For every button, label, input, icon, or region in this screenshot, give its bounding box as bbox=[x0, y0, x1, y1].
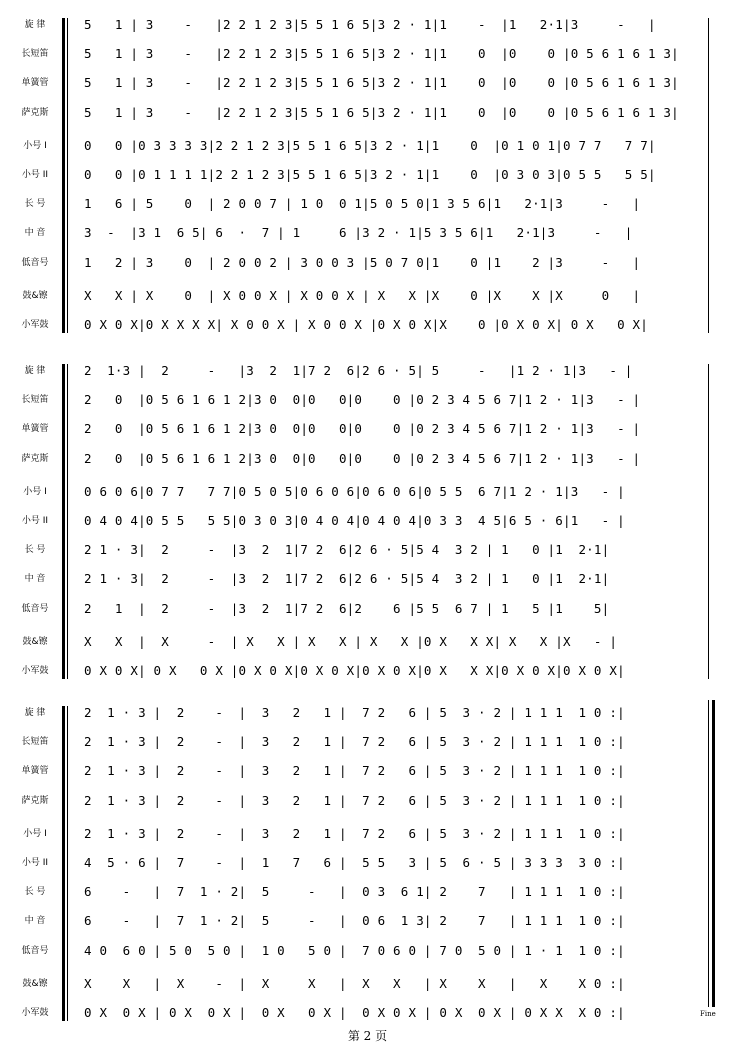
notation-line: 2 1 · 3| 2 - |3 2 1|7 2 6|2 6 · 5|5 4 3 2 | 1 0 |1 2·1| bbox=[84, 542, 610, 558]
notation-line: 0 X 0 X| 0 X 0 X |0 X 0 X|0 X 0 X|0 X 0 X|0 X X X|0 X 0 X|0 X 0 X| bbox=[84, 663, 625, 678]
score-system-2 bbox=[0, 364, 735, 685]
instrument-label: 小号 II bbox=[21, 516, 49, 526]
instrument-label: 长 号 bbox=[24, 887, 46, 898]
system-bracket bbox=[62, 364, 65, 679]
final-barline-thick bbox=[712, 700, 715, 1007]
instrument-label: 低音号 bbox=[21, 603, 49, 614]
instrument-label: 鼓&镲 bbox=[22, 978, 48, 989]
instrument-label: 长 号 bbox=[24, 545, 46, 556]
final-barline-thin bbox=[708, 700, 709, 1007]
instrument-label: 萨克斯 bbox=[21, 795, 49, 806]
instrument-label: 旋 律 bbox=[24, 366, 46, 376]
notation-line: 2 1 · 3 | 2 - | 3 2 1 | 7 2 6 | 5 3 · 2 | 1 1 1 1 0 :| bbox=[84, 705, 625, 720]
notation-line: X X | X 0 | X 0 0 X | X 0 0 X | X X |X 0 |X X |X 0 | bbox=[84, 287, 641, 303]
instrument-label: 小号 II bbox=[21, 170, 49, 180]
instrument-label: 长短笛 bbox=[21, 737, 49, 748]
instrument-label: 小军鼓 bbox=[21, 1008, 49, 1018]
instrument-label: 单簧管 bbox=[21, 766, 49, 777]
instrument-label: 中 音 bbox=[24, 916, 46, 927]
notation-line: 2 1 · 3| 2 - |3 2 1|7 2 6|2 6 · 5|5 4 3 2 | 1 0 |1 2·1| bbox=[84, 571, 610, 587]
instrument-label: 小号 I bbox=[23, 828, 47, 839]
instrument-label: 长短笛 bbox=[21, 49, 49, 60]
notation-line: 2 1·3 | 2 - |3 2 1|7 2 6|2 6 · 5| 5 - |1 2 · 1|3 - | bbox=[84, 363, 633, 378]
notation-line: 4 0 6 0 | 5 0 5 0 | 1 0 5 0 | 7 0 6 0 | 7 0 5 0 | 1 · 1 1 0 :| bbox=[84, 942, 625, 958]
instrument-label: 小号 I bbox=[23, 140, 47, 151]
notation-line: 0 0 |0 1 1 1 1|2 2 1 2 3|5 5 1 6 5|3 2 · 1|1 0 |0 3 0 3|0 5 5 5 5| bbox=[84, 167, 656, 182]
notation-line: 5 1 | 3 - |2 2 1 2 3|5 5 1 6 5|3 2 · 1|1 - |1 2·1|3 - | bbox=[84, 17, 656, 32]
system-barline bbox=[67, 364, 68, 679]
system-bracket bbox=[62, 706, 65, 1021]
notation-line: 2 1 · 3 | 2 - | 3 2 1 | 7 2 6 | 5 3 · 2 | 1 1 1 1 0 :| bbox=[84, 825, 625, 841]
notation-line: 5 1 | 3 - |2 2 1 2 3|5 5 1 6 5|3 2 · 1|1 0 |0 0 |0 5 6 1 6 1 3| bbox=[84, 75, 679, 91]
instrument-label: 长 号 bbox=[24, 199, 46, 210]
instrument-label: 小军鼓 bbox=[21, 666, 49, 676]
notation-line: 5 1 | 3 - |2 2 1 2 3|5 5 1 6 5|3 2 · 1|1 0 |0 0 |0 5 6 1 6 1 3| bbox=[84, 104, 679, 120]
fine-mark: Fine bbox=[700, 1010, 716, 1018]
instrument-label: 小号 I bbox=[23, 486, 47, 497]
score-system-1 bbox=[0, 18, 735, 339]
instrument-label: 萨克斯 bbox=[21, 107, 49, 118]
notation-line: 1 2 | 3 0 | 2 0 0 2 | 3 0 0 3 |5 0 7 0|1 0 |1 2 |3 - | bbox=[84, 254, 641, 270]
notation-line: 2 1 · 3 | 2 - | 3 2 1 | 7 2 6 | 5 3 · 2 | 1 1 1 1 0 :| bbox=[84, 763, 625, 779]
notation-line: 0 0 |0 3 3 3 3|2 2 1 2 3|5 5 1 6 5|3 2 · 1|1 0 |0 1 0 1|0 7 7 7 7| bbox=[84, 137, 656, 153]
system-bracket bbox=[62, 18, 65, 333]
system-barline bbox=[67, 18, 68, 333]
instrument-label: 中 音 bbox=[24, 228, 46, 239]
score-system-3 bbox=[0, 706, 735, 1027]
instrument-label: 低音号 bbox=[21, 945, 49, 956]
instrument-label: 小号 II bbox=[21, 858, 49, 868]
notation-line: 3 - |3 1 6 5| 6 · 7 | 1 6 |3 2 · 1|5 3 5 6|1 2·1|3 - | bbox=[84, 225, 633, 241]
notation-line: 2 0 |0 5 6 1 6 1 2|3 0 0|0 0|0 0 |0 2 3 4 5 6 7|1 2 · 1|3 - | bbox=[84, 421, 641, 437]
notation-line: 2 1 | 2 - |3 2 1|7 2 6|2 6 |5 5 6 7 | 1 5 |1 5| bbox=[84, 600, 610, 616]
notation-line: X X | X - | X X | X X | X X |0 X X X| X X |X - | bbox=[84, 633, 618, 649]
notation-line: 0 6 0 6|0 7 7 7 7|0 5 0 5|0 6 0 6|0 6 0 6|0 5 5 6 7|1 2 · 1|3 - | bbox=[84, 483, 625, 499]
system-barline bbox=[67, 706, 68, 1021]
notation-line: X X | X - | X X | X X | X X | X X 0 :| bbox=[84, 975, 625, 991]
instrument-label: 旋 律 bbox=[24, 20, 46, 30]
instrument-label: 单簧管 bbox=[21, 78, 49, 89]
instrument-label: 鼓&镲 bbox=[22, 636, 48, 647]
instrument-label: 小军鼓 bbox=[21, 320, 49, 330]
notation-line: 1 6 | 5 0 | 2 0 0 7 | 1 0 0 1|5 0 5 0|1 3 5 6|1 2·1|3 - | bbox=[84, 196, 641, 212]
instrument-label: 长短笛 bbox=[21, 395, 49, 406]
notation-line: 2 0 |0 5 6 1 6 1 2|3 0 0|0 0|0 0 |0 2 3 4 5 6 7|1 2 · 1|3 - | bbox=[84, 450, 641, 466]
notation-line: 2 1 · 3 | 2 - | 3 2 1 | 7 2 6 | 5 3 · 2 | 1 1 1 1 0 :| bbox=[84, 734, 625, 750]
notation-line: 6 - | 7 1 · 2| 5 - | 0 3 6 1| 2 7 | 1 1 1 1 0 :| bbox=[84, 884, 625, 900]
instrument-label: 单簧管 bbox=[21, 424, 49, 435]
instrument-label: 中 音 bbox=[24, 574, 46, 585]
notation-line: 4 5 · 6 | 7 - | 1 7 6 | 5 5 3 | 5 6 · 5 | 3 3 3 3 0 :| bbox=[84, 855, 625, 870]
instrument-label: 旋 律 bbox=[24, 708, 46, 718]
instrument-label: 萨克斯 bbox=[21, 453, 49, 464]
instrument-label: 低音号 bbox=[21, 257, 49, 268]
notation-line: 5 1 | 3 - |2 2 1 2 3|5 5 1 6 5|3 2 · 1|1 0 |0 0 |0 5 6 1 6 1 3| bbox=[84, 46, 679, 62]
instrument-label: 鼓&镲 bbox=[22, 290, 48, 301]
notation-line: 0 X 0 X | 0 X 0 X | 0 X 0 X | 0 X 0 X | 0 X 0 X | 0 X X X 0 :| bbox=[84, 1005, 625, 1020]
page-number: 第 2 页 bbox=[347, 1029, 388, 1043]
notation-line: 2 0 |0 5 6 1 6 1 2|3 0 0|0 0|0 0 |0 2 3 4 5 6 7|1 2 · 1|3 - | bbox=[84, 392, 641, 408]
notation-line: 0 X 0 X|0 X X X X| X 0 0 X | X 0 0 X |0 X 0 X|X 0 |0 X 0 X| 0 X 0 X| bbox=[84, 317, 648, 332]
notation-line: 0 4 0 4|0 5 5 5 5|0 3 0 3|0 4 0 4|0 4 0 4|0 3 3 4 5|6 5 · 6|1 - | bbox=[84, 513, 625, 528]
notation-line: 6 - | 7 1 · 2| 5 - | 0 6 1 3| 2 7 | 1 1 1 1 0 :| bbox=[84, 913, 625, 929]
notation-line: 2 1 · 3 | 2 - | 3 2 1 | 7 2 6 | 5 3 · 2 | 1 1 1 1 0 :| bbox=[84, 792, 625, 808]
